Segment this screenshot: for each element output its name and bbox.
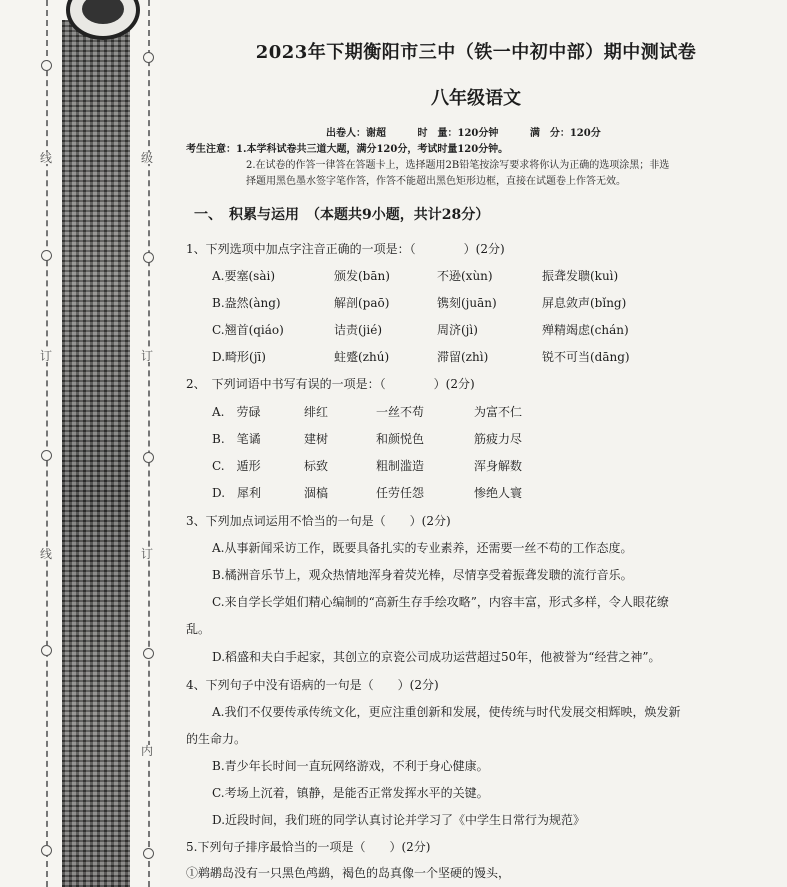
notice-line: 择题用黑色墨水签字笔作答，作答不能超出黑色矩形边框，直接在试题卷上作答无效。 <box>246 176 626 187</box>
binding-hole <box>41 60 52 71</box>
question-2-option-row: D. 犀利 涸槁 任劳任怨 惨绝人寰 <box>212 486 523 500</box>
exam-subject: 八年级语文 <box>431 88 521 109</box>
question-4-option-d: D.近段时间，我们班的同学认真讨论并学习了《中学生日常行为规范》 <box>212 813 586 827</box>
question-1-option-row: A.要塞(sài) 颁发(bān) 不逊(xùn) 振聋发聩(kuì) <box>212 269 619 283</box>
question-2-option-row: C. 遁形 标致 粗制滥造 浑身解数 <box>212 459 523 473</box>
question-3-stem: 3、下列加点词运用不恰当的一句是（ ）(2分) <box>186 514 451 528</box>
binding-hole <box>143 52 154 63</box>
notice-line: 考生注意：1.本学科试卷共三道大题，满分120分，考试时量120分钟。 <box>186 144 509 155</box>
question-2-option-row: A. 劳碌 绯红 一丝不苟 为富不仁 <box>212 405 523 419</box>
meta-time: 时 量：120分钟 <box>417 128 499 139</box>
question-1-option-row: B.盎然(àng) 解剖(paō) 镌刻(juān) 屏息敛声(bǐng) <box>212 296 627 310</box>
question-3-option-b: B.橘洲音乐节上，观众热情地浑身着荧光棒，尽情享受着振聋发聩的流行音乐。 <box>212 568 633 582</box>
question-3-option-a: A.从事新闻采访工作，既要具备扎实的专业素养，还需要一丝不苟的工作态度。 <box>212 541 633 555</box>
question-4-option-a-cont: 的生命力。 <box>186 732 247 746</box>
question-5-stem: 5.下列句子排序最恰当的一项是（ ）(2分) <box>186 840 431 854</box>
binding-margin <box>0 0 160 887</box>
binding-hole <box>41 645 52 656</box>
scan-shadow-strip <box>62 20 130 887</box>
binding-hole <box>143 648 154 659</box>
question-1-option-row: C.翘首(qiáo) 诘责(jié) 周济(jì) 殚精竭虑(chán) <box>212 323 629 337</box>
question-4-option-a: A.我们不仅要传承传统文化，更应注重创新和发展，使传统与时代发展交相辉映，焕发新 <box>212 705 681 719</box>
question-4-stem: 4、下列句子中没有语病的一句是（ ）(2分) <box>186 678 439 692</box>
question-1-option-row: D.畸形(jī) 蛀蹙(zhú) 滞留(zhì) 锐不可当(dāng) <box>212 350 630 364</box>
meta-score: 满 分：120分 <box>529 128 601 139</box>
binding-hole <box>143 452 154 463</box>
section-heading: 一、 积累与运用 （本题共9小题，共计28分） <box>194 207 490 223</box>
exam-notice <box>186 142 776 190</box>
notice-line: 2.在试卷的作答一律答在答题卡上，选择题用2B铅笔按涂写要求将你认为正确的选项涂黑；非选 <box>246 160 670 171</box>
exam-title: 2023年下期衡阳市三中（铁一中初中部）期中测试卷 <box>255 42 697 63</box>
question-3-option-c-cont: 乱。 <box>186 622 211 636</box>
binding-hole <box>143 252 154 263</box>
question-2-stem: 2、 下列词语中书写有误的一项是：（ ）(2分) <box>186 377 475 391</box>
binding-hole <box>41 845 52 856</box>
question-2-option-row: B. 笔谲 建树 和颜悦色 筋疲力尽 <box>212 432 523 446</box>
question-3-option-d: D.稻盛和夫白手起家，其创立的京瓷公司成功运营超过50年，他被誉为“经营之神”。 <box>212 650 661 664</box>
binding-label: 级 <box>141 151 154 165</box>
question-5-sentence-1: ①鹈鹕岛没有一只黑色鸬鹚，褐色的岛真像一个坚硬的馒头， <box>186 866 511 880</box>
binding-label: 线 <box>40 547 53 561</box>
binding-label: 内 <box>141 744 154 758</box>
question-4-option-b: B.青少年长时间一直玩网络游戏，不利于身心健康。 <box>212 759 489 773</box>
cut-line-left <box>46 0 48 887</box>
meta-author: 出卷人：谢超 <box>326 128 386 139</box>
binding-label: 线 <box>40 151 53 165</box>
binding-hole <box>41 250 52 261</box>
binding-label: 订 <box>141 349 154 363</box>
binding-label: 订 <box>40 349 53 363</box>
binding-hole <box>143 848 154 859</box>
exam-page <box>186 0 776 887</box>
question-1-stem: 1、下列选项中加点字注音正确的一项是：（ ）(2分) <box>186 242 505 256</box>
question-4-option-c: C.考场上沉着，镇静，是能否正常发挥水平的关键。 <box>212 786 489 800</box>
exam-meta <box>326 124 629 139</box>
binding-label: 订 <box>141 547 154 561</box>
binding-hole <box>41 450 52 461</box>
question-3-option-c: C.来自学长学姐们精心编制的“高新生存手绘攻略”，内容丰富，形式多样，令人眼花缭 <box>212 595 669 609</box>
